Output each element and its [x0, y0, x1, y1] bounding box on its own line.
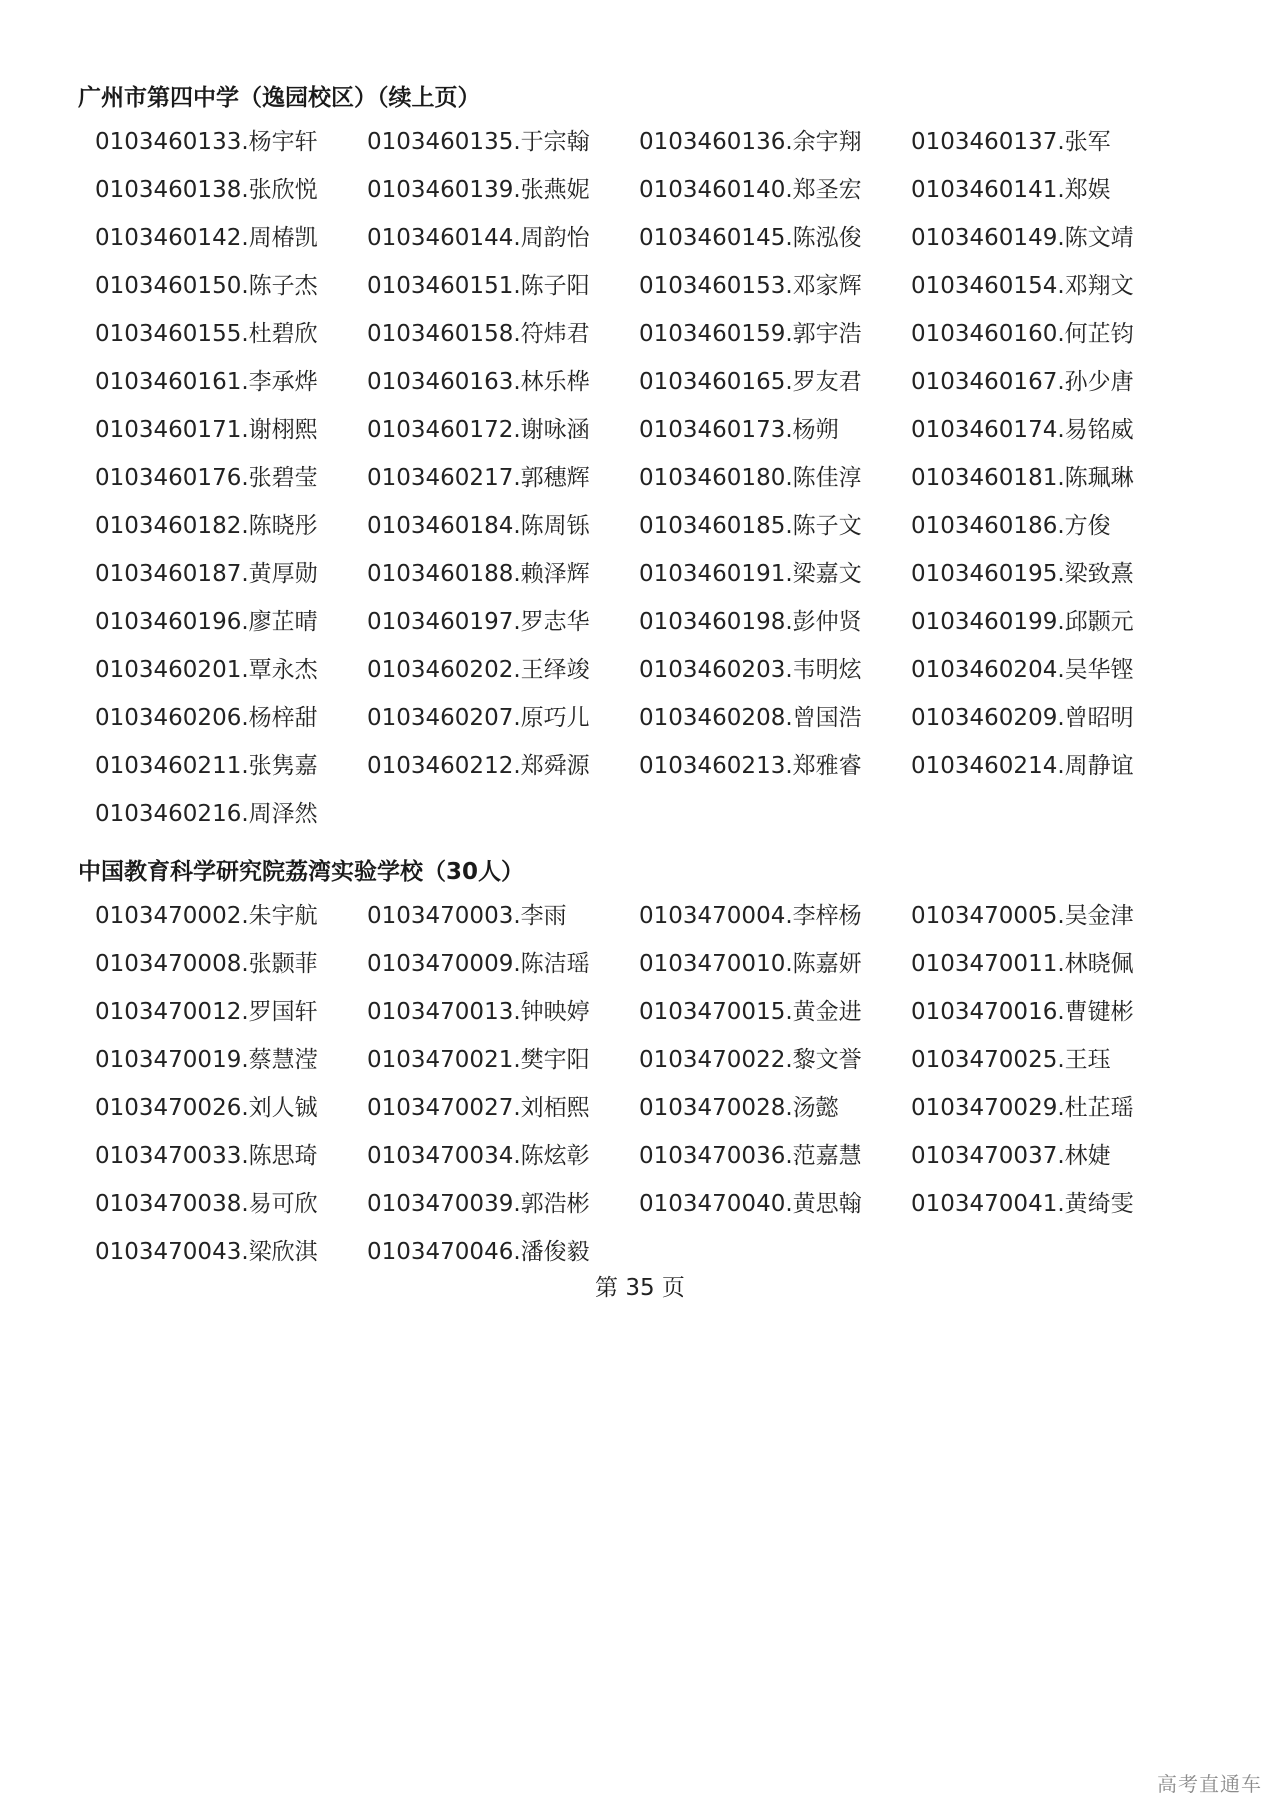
list-item: 0103460167.孙少唐 — [911, 369, 1134, 395]
list-item: 0103470015.黄金进 — [639, 999, 862, 1025]
student-list-liwan-school — [95, 892, 1138, 1276]
list-item: 0103470003.李雨 — [367, 903, 567, 929]
list-item: 0103470008.张颢菲 — [95, 951, 318, 977]
list-item: 0103470002.朱宇航 — [95, 903, 318, 929]
list-item: 0103460155.杜碧欣 — [95, 321, 318, 347]
list-item: 0103460159.郭宇浩 — [639, 321, 862, 347]
list-item: 0103470005.吴金津 — [911, 903, 1134, 929]
document-content — [78, 78, 1138, 1276]
page-number: 第 35 页 — [595, 1275, 685, 1301]
list-item: 0103470019.蔡慧滢 — [95, 1047, 318, 1073]
list-item: 0103470043.梁欣淇 — [95, 1239, 318, 1265]
list-item: 0103460133.杨宇轩 — [95, 129, 318, 155]
list-item: 0103460185.陈子文 — [639, 513, 862, 539]
list-item: 0103470021.樊宇阳 — [367, 1047, 590, 1073]
list-item: 0103460195.梁致熹 — [911, 561, 1134, 587]
list-item: 0103460153.邓家辉 — [639, 273, 862, 299]
list-item: 0103460208.曾国浩 — [639, 705, 862, 731]
list-item: 0103460188.赖泽辉 — [367, 561, 590, 587]
list-item: 0103460184.陈周铄 — [367, 513, 590, 539]
list-item: 0103470038.易可欣 — [95, 1191, 318, 1217]
list-item: 0103460135.于宗翰 — [367, 129, 590, 155]
list-item: 0103460149.陈文靖 — [911, 225, 1134, 251]
list-item: 0103460211.张隽嘉 — [95, 753, 318, 779]
list-item: 0103460217.郭穗辉 — [367, 465, 590, 491]
list-item: 0103460163.林乐桦 — [367, 369, 590, 395]
list-item: 0103460182.陈晓彤 — [95, 513, 318, 539]
list-item: 0103460173.杨朔 — [639, 417, 839, 443]
list-item: 0103460209.曾昭明 — [911, 705, 1134, 731]
list-item: 0103460137.张军 — [911, 129, 1111, 155]
list-item: 0103460214.周静谊 — [911, 753, 1134, 779]
list-item: 0103460176.张碧莹 — [95, 465, 318, 491]
list-item: 0103460216.周泽然 — [95, 801, 318, 827]
list-item: 0103460161.李承烨 — [95, 369, 318, 395]
list-item: 0103470026.刘人铖 — [95, 1095, 318, 1121]
list-item: 0103460154.邓翔文 — [911, 273, 1134, 299]
list-item: 0103470016.曹键彬 — [911, 999, 1134, 1025]
list-item: 0103460158.符炜君 — [367, 321, 590, 347]
list-item: 0103470027.刘栢熙 — [367, 1095, 590, 1121]
list-item: 0103460199.邱颢元 — [911, 609, 1134, 635]
list-item: 0103470029.杜芷瑶 — [911, 1095, 1134, 1121]
list-item: 0103460207.原巧儿 — [367, 705, 590, 731]
list-item: 0103470010.陈嘉妍 — [639, 951, 862, 977]
list-item: 0103460181.陈珮琳 — [911, 465, 1134, 491]
list-item: 0103460213.郑雅睿 — [639, 753, 862, 779]
section-title-school-4: 广州市第四中学（逸园校区）（续上页） — [78, 85, 481, 111]
list-item: 0103460198.彭仲贤 — [639, 609, 862, 635]
list-item: 0103470036.范嘉慧 — [639, 1143, 862, 1169]
list-item: 0103470033.陈思琦 — [95, 1143, 318, 1169]
list-item: 0103460191.梁嘉文 — [639, 561, 862, 587]
list-item: 0103460180.陈佳淳 — [639, 465, 862, 491]
list-item: 0103460172.谢咏涵 — [367, 417, 590, 443]
list-item: 0103460160.何芷钧 — [911, 321, 1134, 347]
list-item: 0103460196.廖芷晴 — [95, 609, 318, 635]
list-item: 0103460174.易铭威 — [911, 417, 1134, 443]
list-item: 0103470013.钟映婷 — [367, 999, 590, 1025]
section-spacer — [78, 838, 1138, 852]
list-item: 0103460150.陈子杰 — [95, 273, 318, 299]
list-item: 0103470025.王珏 — [911, 1047, 1111, 1073]
list-item: 0103470034.陈炫彰 — [367, 1143, 590, 1169]
list-item: 0103460187.黄厚勋 — [95, 561, 318, 587]
list-item: 0103470040.黄思翰 — [639, 1191, 862, 1217]
list-item: 0103470012.罗国轩 — [95, 999, 318, 1025]
list-item: 0103460204.吴华铿 — [911, 657, 1134, 683]
list-item: 0103460197.罗志华 — [367, 609, 590, 635]
list-item: 0103470004.李梓杨 — [639, 903, 862, 929]
list-item: 0103470046.潘俊毅 — [367, 1239, 590, 1265]
list-item: 0103470039.郭浩彬 — [367, 1191, 590, 1217]
list-item: 0103460141.郑娱 — [911, 177, 1111, 203]
list-item: 0103460139.张燕妮 — [367, 177, 590, 203]
list-item: 0103460171.谢栩熙 — [95, 417, 318, 443]
list-item: 0103460186.方俊 — [911, 513, 1111, 539]
list-item: 0103470009.陈洁瑶 — [367, 951, 590, 977]
list-item: 0103460136.余宇翔 — [639, 129, 862, 155]
list-item: 0103460145.陈泓俊 — [639, 225, 862, 251]
list-item: 0103460165.罗友君 — [639, 369, 862, 395]
list-item: 0103470037.林婕 — [911, 1143, 1111, 1169]
list-item: 0103470022.黎文誉 — [639, 1047, 862, 1073]
list-item: 0103470011.林晓佩 — [911, 951, 1134, 977]
section-title-liwan-school: 中国教育科学研究院荔湾实验学校（30人） — [78, 859, 525, 885]
list-item: 0103470041.黄绮雯 — [911, 1191, 1134, 1217]
list-item: 0103460202.王绎竣 — [367, 657, 590, 683]
list-item: 0103460138.张欣悦 — [95, 177, 318, 203]
list-item: 0103460201.覃永杰 — [95, 657, 318, 683]
watermark: 高考直通车 — [1157, 1772, 1262, 1796]
list-item: 0103460203.韦明炫 — [639, 657, 862, 683]
list-item: 0103460142.周椿凯 — [95, 225, 318, 251]
list-item: 0103460144.周韵怡 — [367, 225, 590, 251]
list-item: 0103460140.郑圣宏 — [639, 177, 862, 203]
list-item: 0103470028.汤懿 — [639, 1095, 839, 1121]
list-item: 0103460151.陈子阳 — [367, 273, 590, 299]
list-item: 0103460212.郑舜源 — [367, 753, 590, 779]
list-item: 0103460206.杨梓甜 — [95, 705, 318, 731]
student-list-school-4 — [95, 118, 1138, 838]
